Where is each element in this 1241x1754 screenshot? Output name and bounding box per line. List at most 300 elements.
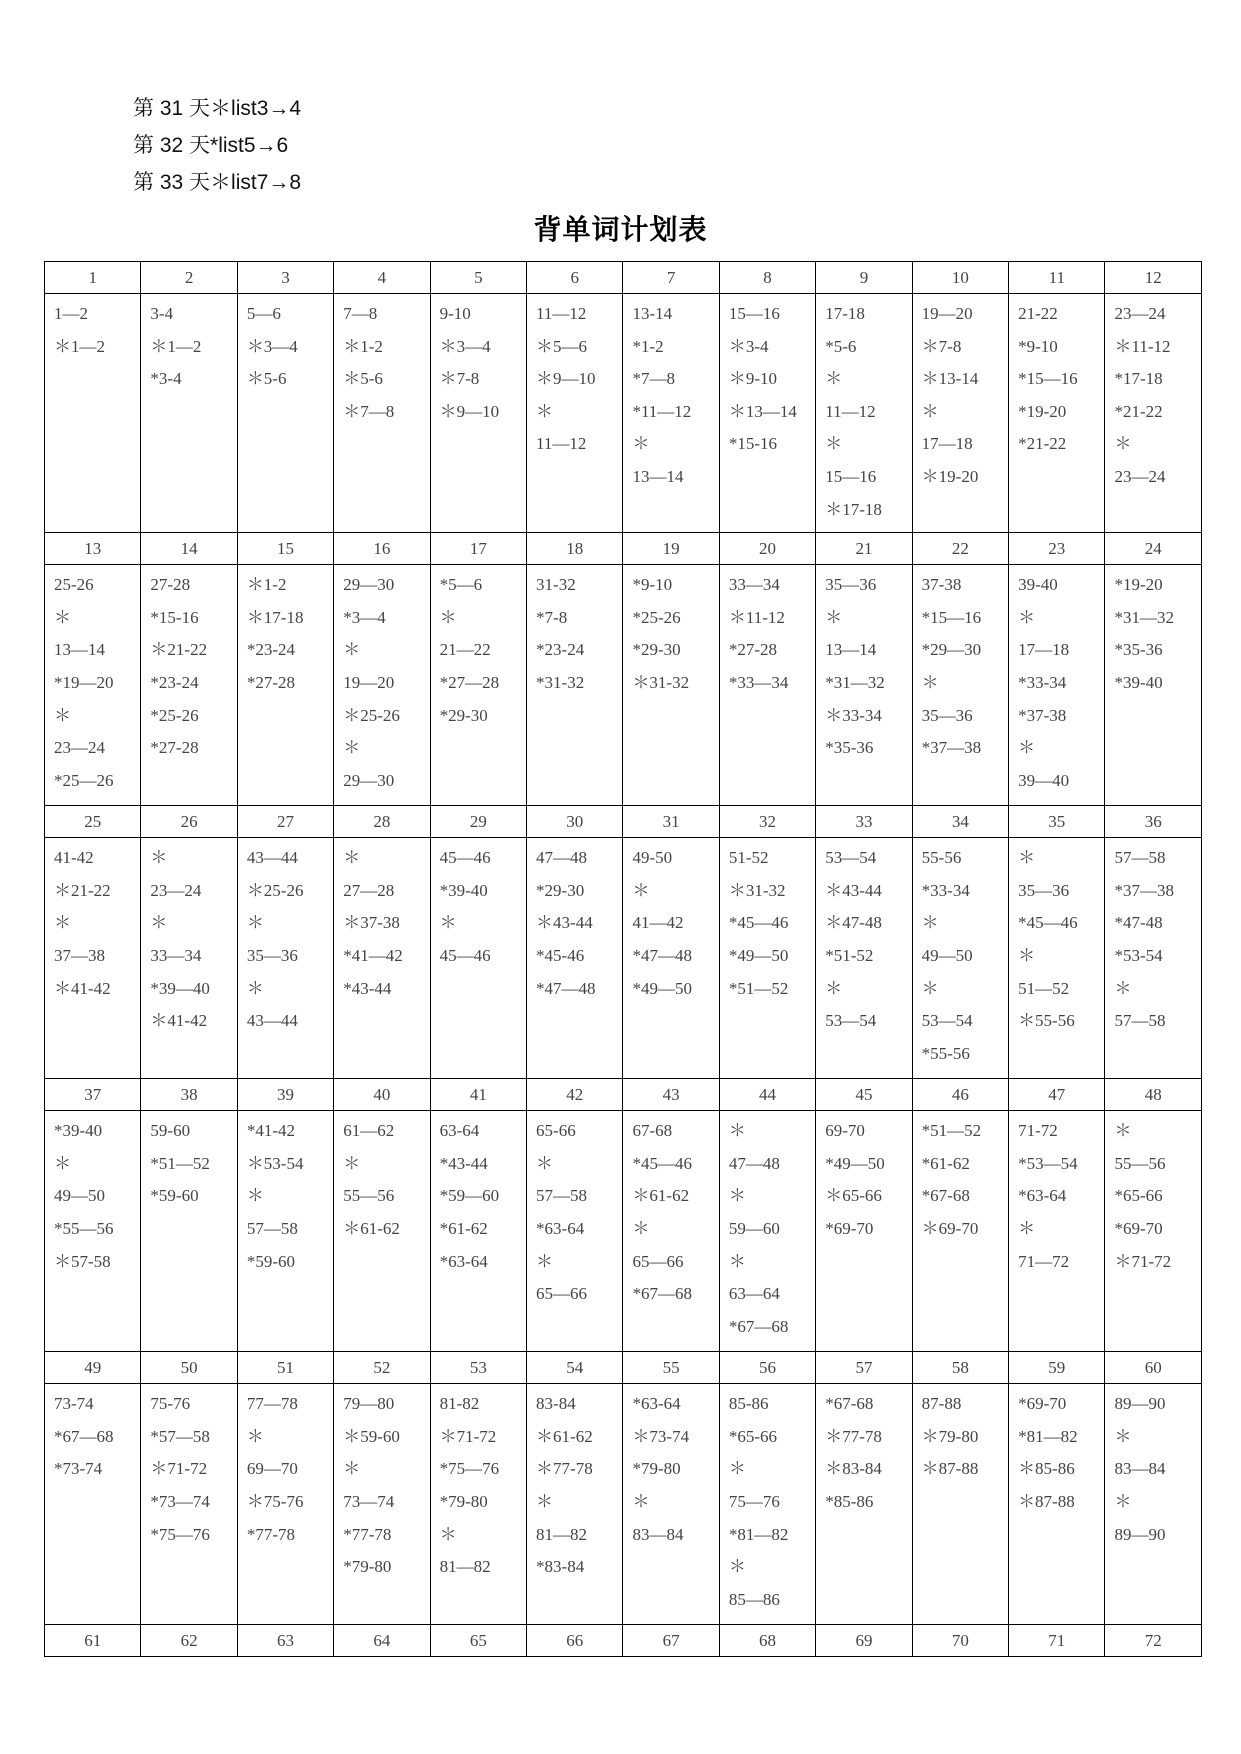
task-entry: ＊ bbox=[1114, 1121, 1132, 1141]
task-entry: 25-26 bbox=[54, 575, 94, 595]
task-entry: 51—52 bbox=[1018, 978, 1070, 998]
task-entry: ＊ bbox=[632, 1218, 650, 1238]
plan-table-body bbox=[45, 262, 1202, 1657]
task-entry: ＊9-10 bbox=[728, 369, 778, 389]
task-entry: 49—50 bbox=[54, 1186, 105, 1206]
day-tasks-cell bbox=[1105, 294, 1202, 533]
task-entry: ＊77-78 bbox=[536, 1459, 593, 1479]
task-entry: 59—60 bbox=[728, 1218, 780, 1238]
task-entry: ＊ bbox=[150, 848, 168, 868]
task-entry: 27—28 bbox=[343, 880, 395, 900]
task-entry: ＊71-72 bbox=[1114, 1251, 1172, 1271]
day-number: 3 bbox=[237, 262, 333, 294]
task-entry: ＊59-60 bbox=[343, 1426, 400, 1446]
task-entry: ＊ bbox=[246, 1426, 264, 1446]
day-tasks-cell bbox=[141, 294, 237, 533]
day-tasks-cell bbox=[141, 565, 237, 806]
day-number: 53 bbox=[430, 1352, 526, 1384]
day-header-row bbox=[45, 533, 1202, 565]
task-entry: ＊ bbox=[921, 913, 939, 933]
task-entry: 55—56 bbox=[1114, 1153, 1166, 1173]
task-entry: ＊ bbox=[343, 1153, 361, 1173]
task-entry: ＊53-54 bbox=[246, 1153, 304, 1173]
task-entry: ＊61-62 bbox=[536, 1426, 593, 1446]
day-tasks-cell bbox=[45, 565, 141, 806]
day-tasks-cell bbox=[237, 1384, 333, 1625]
task-entry: 15—16 bbox=[825, 466, 877, 486]
day-number: 70 bbox=[912, 1625, 1008, 1657]
task-entry: *79-80 bbox=[439, 1491, 488, 1511]
task-entry: *67—68 bbox=[632, 1284, 692, 1304]
task-entry: 23—24 bbox=[150, 880, 202, 900]
day-number: 61 bbox=[45, 1625, 141, 1657]
task-entry: *3—4 bbox=[343, 607, 386, 627]
task-entry: *43-44 bbox=[439, 1153, 488, 1173]
task-entry: ＊61-62 bbox=[343, 1218, 400, 1238]
task-entry: *3-4 bbox=[150, 369, 182, 389]
task-entry: *57—58 bbox=[150, 1426, 210, 1446]
task-entry: 19—20 bbox=[343, 672, 395, 692]
day-tasks-cell bbox=[430, 565, 526, 806]
task-entry: 57—58 bbox=[1114, 848, 1166, 868]
task-entry: ＊65-66 bbox=[825, 1186, 882, 1206]
task-entry: ＊47-48 bbox=[825, 913, 882, 933]
day-tasks-cell bbox=[719, 565, 815, 806]
day-number: 59 bbox=[1009, 1352, 1105, 1384]
day-tasks-cell bbox=[1105, 1384, 1202, 1625]
task-entry: ＊21-22 bbox=[54, 880, 111, 900]
day-tasks-cell bbox=[816, 294, 912, 533]
task-entry: *35-36 bbox=[1114, 640, 1163, 660]
day-number: 55 bbox=[623, 1352, 719, 1384]
day-tasks-cell bbox=[1009, 294, 1105, 533]
task-entry: 61—62 bbox=[343, 1121, 395, 1141]
task-entry: *31—32 bbox=[825, 672, 885, 692]
day-number: 23 bbox=[1009, 533, 1105, 565]
task-entry: *67—68 bbox=[728, 1316, 789, 1336]
task-entry: 87-88 bbox=[921, 1394, 962, 1414]
task-entry: 29—30 bbox=[343, 575, 395, 595]
task-entry: ＊43-44 bbox=[825, 880, 882, 900]
day-tasks-cell bbox=[816, 565, 912, 806]
task-entry: *51—52 bbox=[150, 1153, 210, 1173]
day-tasks-cell bbox=[623, 294, 719, 533]
day-tasks-cell bbox=[719, 1384, 815, 1625]
day-number: 37 bbox=[45, 1079, 141, 1111]
task-entry: ＊1-2 bbox=[343, 336, 383, 356]
task-entry: ＊17-18 bbox=[825, 499, 882, 519]
task-entry: *55-56 bbox=[921, 1043, 970, 1063]
task-entry: *27—28 bbox=[439, 672, 500, 692]
task-entry: ＊19-20 bbox=[921, 466, 979, 486]
task-entry: *51—52 bbox=[921, 1121, 982, 1141]
task-entry: *21-22 bbox=[1114, 401, 1163, 421]
task-entry: *11—12 bbox=[632, 401, 692, 421]
task-entry: ＊85-86 bbox=[1018, 1459, 1075, 1479]
day-number: 66 bbox=[527, 1625, 623, 1657]
day-number: 72 bbox=[1105, 1625, 1202, 1657]
task-entry: ＊55-56 bbox=[1018, 1011, 1075, 1031]
task-entry: ＊7-8 bbox=[439, 369, 480, 389]
task-entry: *65-66 bbox=[1114, 1186, 1163, 1206]
task-entry: ＊7—8 bbox=[343, 401, 395, 421]
task-entry: ＊ bbox=[632, 434, 650, 454]
day-tasks-cell bbox=[1009, 565, 1105, 806]
day-tasks-cell bbox=[912, 565, 1008, 806]
task-entry: 13—14 bbox=[632, 466, 684, 486]
task-entry: ＊13-14 bbox=[921, 369, 979, 389]
task-entry: ＊ bbox=[439, 913, 457, 933]
day-tasks-cell bbox=[912, 1111, 1008, 1352]
task-entry: ＊3—4 bbox=[246, 336, 298, 356]
task-entry: ＊ bbox=[825, 607, 843, 627]
day-number: 62 bbox=[141, 1625, 237, 1657]
task-entry: *69-70 bbox=[1114, 1218, 1163, 1238]
day-tasks-cell bbox=[623, 1111, 719, 1352]
day-tasks-cell bbox=[719, 838, 815, 1079]
day-number: 39 bbox=[237, 1079, 333, 1111]
task-entry: 35—36 bbox=[246, 945, 298, 965]
day-tasks-row bbox=[45, 1384, 1202, 1625]
task-entry: 5—6 bbox=[246, 304, 281, 323]
task-entry: 77—78 bbox=[246, 1394, 298, 1414]
day-number: 17 bbox=[430, 533, 526, 565]
task-entry: ＊71-72 bbox=[150, 1459, 208, 1479]
task-entry: ＊ bbox=[825, 978, 843, 998]
task-entry: *29-30 bbox=[632, 640, 681, 660]
day-tasks-cell bbox=[1009, 1111, 1105, 1352]
day-number: 40 bbox=[334, 1079, 430, 1111]
task-entry: *19-20 bbox=[1018, 401, 1067, 421]
day-number: 28 bbox=[334, 806, 430, 838]
task-entry: ＊ bbox=[246, 1186, 264, 1206]
task-entry: ＊ bbox=[150, 913, 168, 933]
day-tasks-cell bbox=[45, 838, 141, 1079]
day-number: 6 bbox=[527, 262, 623, 294]
day-tasks-cell bbox=[334, 838, 430, 1079]
task-entry: *49—50 bbox=[728, 945, 789, 965]
task-entry: ＊ bbox=[343, 848, 361, 868]
task-entry: 73—74 bbox=[343, 1491, 395, 1511]
task-entry: ＊ bbox=[728, 1459, 746, 1479]
task-entry: *41—42 bbox=[343, 945, 403, 965]
task-entry: *45—46 bbox=[728, 913, 789, 933]
day-tasks-row bbox=[45, 1111, 1202, 1352]
day-tasks-cell bbox=[527, 565, 623, 806]
task-entry: ＊37-38 bbox=[343, 913, 400, 933]
day-number: 34 bbox=[912, 806, 1008, 838]
task-entry: *67-68 bbox=[825, 1394, 874, 1414]
task-entry: *79-80 bbox=[343, 1557, 392, 1577]
task-entry: ＊3—4 bbox=[439, 336, 491, 356]
task-entry: ＊41-42 bbox=[54, 978, 111, 998]
task-entry: 47—48 bbox=[728, 1153, 780, 1173]
task-entry: *79-80 bbox=[632, 1459, 681, 1479]
task-entry: 23—24 bbox=[1114, 466, 1166, 486]
day-header-row bbox=[45, 262, 1202, 294]
task-entry: *63-64 bbox=[632, 1394, 681, 1414]
task-entry: 39-40 bbox=[1018, 575, 1058, 595]
task-entry: *63-64 bbox=[1018, 1186, 1067, 1206]
task-entry: 19—20 bbox=[921, 304, 973, 323]
task-entry: *19—20 bbox=[54, 672, 114, 692]
task-entry: ＊ bbox=[825, 369, 843, 389]
task-entry: ＊ bbox=[536, 1153, 554, 1173]
task-entry: ＊41-42 bbox=[150, 1011, 208, 1031]
task-entry: *45—46 bbox=[1018, 913, 1078, 933]
task-entry: ＊ bbox=[536, 401, 554, 421]
day-number: 46 bbox=[912, 1079, 1008, 1111]
task-entry: 81—82 bbox=[439, 1557, 491, 1577]
day-number: 29 bbox=[430, 806, 526, 838]
task-entry: 81-82 bbox=[439, 1394, 480, 1414]
task-entry: *75—76 bbox=[150, 1524, 210, 1544]
task-entry: 15—16 bbox=[728, 304, 780, 323]
task-entry: 7—8 bbox=[343, 304, 378, 323]
day-tasks-cell bbox=[816, 1384, 912, 1625]
day-number: 10 bbox=[912, 262, 1008, 294]
task-entry: *37-38 bbox=[1018, 705, 1067, 725]
day-number: 18 bbox=[527, 533, 623, 565]
task-entry: ＊ bbox=[921, 978, 939, 998]
task-entry: *17-18 bbox=[1114, 369, 1163, 389]
task-entry: 73-74 bbox=[54, 1394, 94, 1414]
day-number: 65 bbox=[430, 1625, 526, 1657]
day-header-row bbox=[45, 806, 1202, 838]
task-entry: *19-20 bbox=[1114, 575, 1163, 595]
task-entry: 17—18 bbox=[921, 434, 973, 454]
task-entry: *37—38 bbox=[921, 738, 982, 758]
task-entry: *29—30 bbox=[921, 640, 982, 660]
task-entry: *83-84 bbox=[536, 1557, 585, 1577]
task-entry: 35—36 bbox=[1018, 880, 1070, 900]
task-entry: 39—40 bbox=[1018, 770, 1070, 790]
day-number: 19 bbox=[623, 533, 719, 565]
task-entry: 71-72 bbox=[1018, 1121, 1058, 1141]
day-number: 64 bbox=[334, 1625, 430, 1657]
study-plan-table bbox=[44, 261, 1202, 1657]
day-number: 22 bbox=[912, 533, 1008, 565]
day-tasks-cell bbox=[527, 1384, 623, 1625]
task-entry: 45—46 bbox=[439, 945, 491, 965]
day-tasks-cell bbox=[912, 294, 1008, 533]
task-entry: ＊ bbox=[54, 913, 71, 933]
task-entry: *85-86 bbox=[825, 1491, 874, 1511]
task-entry: 69—70 bbox=[246, 1459, 298, 1479]
task-entry: 1—2 bbox=[54, 304, 88, 323]
task-entry: *59-60 bbox=[246, 1251, 295, 1271]
task-entry: 55-56 bbox=[921, 848, 962, 868]
task-entry: ＊5-6 bbox=[246, 369, 287, 389]
task-entry: *15-16 bbox=[728, 434, 778, 454]
day-tasks-cell bbox=[719, 1111, 815, 1352]
day-tasks-cell bbox=[430, 294, 526, 533]
day-tasks-cell bbox=[816, 838, 912, 1079]
day-tasks-cell bbox=[527, 838, 623, 1079]
day-number: 5 bbox=[430, 262, 526, 294]
day-number: 32 bbox=[719, 806, 815, 838]
task-entry: *75—76 bbox=[439, 1459, 500, 1479]
day-tasks-cell bbox=[237, 565, 333, 806]
day-number: 49 bbox=[45, 1352, 141, 1384]
day-number: 43 bbox=[623, 1079, 719, 1111]
task-entry: 29—30 bbox=[343, 770, 395, 790]
task-entry: 45—46 bbox=[439, 848, 491, 868]
task-entry: ＊ bbox=[825, 434, 843, 454]
task-entry: ＊71-72 bbox=[439, 1426, 497, 1446]
day-number: 51 bbox=[237, 1352, 333, 1384]
day-number: 71 bbox=[1009, 1625, 1105, 1657]
task-entry: ＊21-22 bbox=[150, 640, 208, 660]
day-number: 38 bbox=[141, 1079, 237, 1111]
task-entry: ＊1—2 bbox=[150, 336, 202, 356]
day-number: 27 bbox=[237, 806, 333, 838]
task-entry: ＊ bbox=[1018, 738, 1036, 758]
task-entry: *21-22 bbox=[1018, 434, 1067, 454]
task-entry: 83—84 bbox=[632, 1524, 684, 1544]
task-entry: *27-28 bbox=[150, 738, 199, 758]
day-number: 30 bbox=[527, 806, 623, 838]
task-entry: 43—44 bbox=[246, 848, 298, 868]
day-tasks-cell bbox=[141, 838, 237, 1079]
task-entry: ＊ bbox=[343, 640, 361, 660]
task-entry: *29-30 bbox=[536, 880, 585, 900]
task-entry: ＊73-74 bbox=[632, 1426, 690, 1446]
task-entry: ＊ bbox=[54, 1153, 71, 1173]
task-entry: 79—80 bbox=[343, 1394, 395, 1414]
task-entry: 33—34 bbox=[728, 575, 780, 595]
intro-line-2: 第 32 天*list5→6 bbox=[133, 134, 289, 157]
day-tasks-cell bbox=[334, 294, 430, 533]
task-entry: 11—12 bbox=[536, 304, 587, 323]
task-entry: *25-26 bbox=[632, 607, 681, 627]
day-header-row bbox=[45, 1079, 1202, 1111]
task-entry: ＊ bbox=[1114, 1426, 1132, 1446]
task-entry: ＊ bbox=[728, 1186, 746, 1206]
day-number: 21 bbox=[816, 533, 912, 565]
task-entry: 17—18 bbox=[1018, 640, 1070, 660]
day-header-row bbox=[45, 1352, 1202, 1384]
task-entry: *25—26 bbox=[54, 770, 114, 790]
task-entry: ＊79-80 bbox=[921, 1426, 979, 1446]
day-number: 35 bbox=[1009, 806, 1105, 838]
task-entry: *39-40 bbox=[54, 1121, 103, 1141]
task-entry: ＊87-88 bbox=[1018, 1491, 1075, 1511]
task-entry: 65-66 bbox=[536, 1121, 576, 1141]
day-tasks-cell bbox=[45, 294, 141, 533]
task-entry: *39—40 bbox=[150, 978, 210, 998]
day-number: 47 bbox=[1009, 1079, 1105, 1111]
task-entry: *61-62 bbox=[921, 1153, 970, 1173]
day-tasks-cell bbox=[45, 1384, 141, 1625]
task-entry: ＊9—10 bbox=[439, 401, 500, 421]
task-entry: *49—50 bbox=[632, 978, 692, 998]
task-entry: 59-60 bbox=[150, 1121, 191, 1141]
task-entry: 13—14 bbox=[54, 640, 105, 660]
task-entry: 83-84 bbox=[536, 1394, 576, 1414]
task-entry: 85—86 bbox=[728, 1589, 780, 1609]
task-entry: 23—24 bbox=[54, 738, 105, 758]
day-tasks-cell bbox=[45, 1111, 141, 1352]
day-tasks-cell bbox=[141, 1384, 237, 1625]
day-number: 36 bbox=[1105, 806, 1202, 838]
task-entry: 13-14 bbox=[632, 304, 673, 323]
task-entry: *27-28 bbox=[246, 672, 295, 692]
task-entry: *63-64 bbox=[536, 1218, 585, 1238]
task-entry: *51-52 bbox=[825, 945, 874, 965]
task-entry: ＊25-26 bbox=[246, 880, 304, 900]
day-tasks-cell bbox=[430, 1384, 526, 1625]
task-entry: *23-24 bbox=[150, 672, 199, 692]
task-entry: ＊ bbox=[1018, 1218, 1036, 1238]
task-entry: *43-44 bbox=[343, 978, 392, 998]
day-number: 13 bbox=[45, 533, 141, 565]
task-entry: *27-28 bbox=[728, 640, 778, 660]
task-entry: 83—84 bbox=[1114, 1459, 1166, 1479]
task-entry: 35—36 bbox=[921, 705, 973, 725]
task-entry: *69-70 bbox=[1018, 1394, 1067, 1414]
task-entry: 55—56 bbox=[343, 1186, 395, 1206]
task-entry: *7-8 bbox=[536, 607, 568, 627]
task-entry: *5—6 bbox=[439, 575, 483, 595]
day-number: 25 bbox=[45, 806, 141, 838]
task-entry: 21-22 bbox=[1018, 304, 1058, 323]
task-entry: 85-86 bbox=[728, 1394, 769, 1414]
task-entry: 43—44 bbox=[246, 1011, 298, 1031]
task-entry: ＊1-2 bbox=[246, 575, 287, 595]
task-entry: *73-74 bbox=[54, 1459, 103, 1479]
task-entry: 3-4 bbox=[150, 304, 174, 323]
day-tasks-cell bbox=[816, 1111, 912, 1352]
task-entry: ＊5-6 bbox=[343, 369, 383, 389]
task-entry: *35-36 bbox=[825, 738, 874, 758]
task-entry: 21—22 bbox=[439, 640, 491, 660]
day-tasks-cell bbox=[237, 294, 333, 533]
task-entry: 11—12 bbox=[825, 401, 876, 421]
task-entry: *39-40 bbox=[1114, 672, 1163, 692]
task-entry: *77-78 bbox=[246, 1524, 295, 1544]
day-number: 16 bbox=[334, 533, 430, 565]
intro-line-3: 第 33 天＊list7→8 bbox=[133, 171, 302, 194]
day-number: 63 bbox=[237, 1625, 333, 1657]
task-entry: ＊69-70 bbox=[921, 1218, 979, 1238]
task-entry: *55—56 bbox=[54, 1218, 114, 1238]
intro-notes bbox=[133, 90, 301, 201]
task-entry: ＊31-32 bbox=[632, 672, 690, 692]
task-entry: ＊ bbox=[1114, 1491, 1132, 1511]
task-entry: *61-62 bbox=[439, 1218, 488, 1238]
task-entry: ＊11-12 bbox=[1114, 336, 1171, 356]
task-entry: *47—48 bbox=[632, 945, 692, 965]
day-tasks-cell bbox=[237, 1111, 333, 1352]
task-entry: *69-70 bbox=[825, 1218, 874, 1238]
task-entry: 63-64 bbox=[439, 1121, 480, 1141]
task-entry: ＊ bbox=[921, 401, 939, 421]
task-entry: 63—64 bbox=[728, 1284, 780, 1304]
day-tasks-cell bbox=[623, 838, 719, 1079]
task-entry: ＊ bbox=[1018, 607, 1036, 627]
day-number: 48 bbox=[1105, 1079, 1202, 1111]
task-entry: 31-32 bbox=[536, 575, 576, 595]
task-entry: ＊7-8 bbox=[921, 336, 962, 356]
day-tasks-cell bbox=[623, 565, 719, 806]
day-number: 1 bbox=[45, 262, 141, 294]
day-number: 67 bbox=[623, 1625, 719, 1657]
task-entry: 17-18 bbox=[825, 304, 865, 323]
day-number: 2 bbox=[141, 262, 237, 294]
task-entry: ＊25-26 bbox=[343, 705, 400, 725]
task-entry: ＊5—6 bbox=[536, 336, 588, 356]
